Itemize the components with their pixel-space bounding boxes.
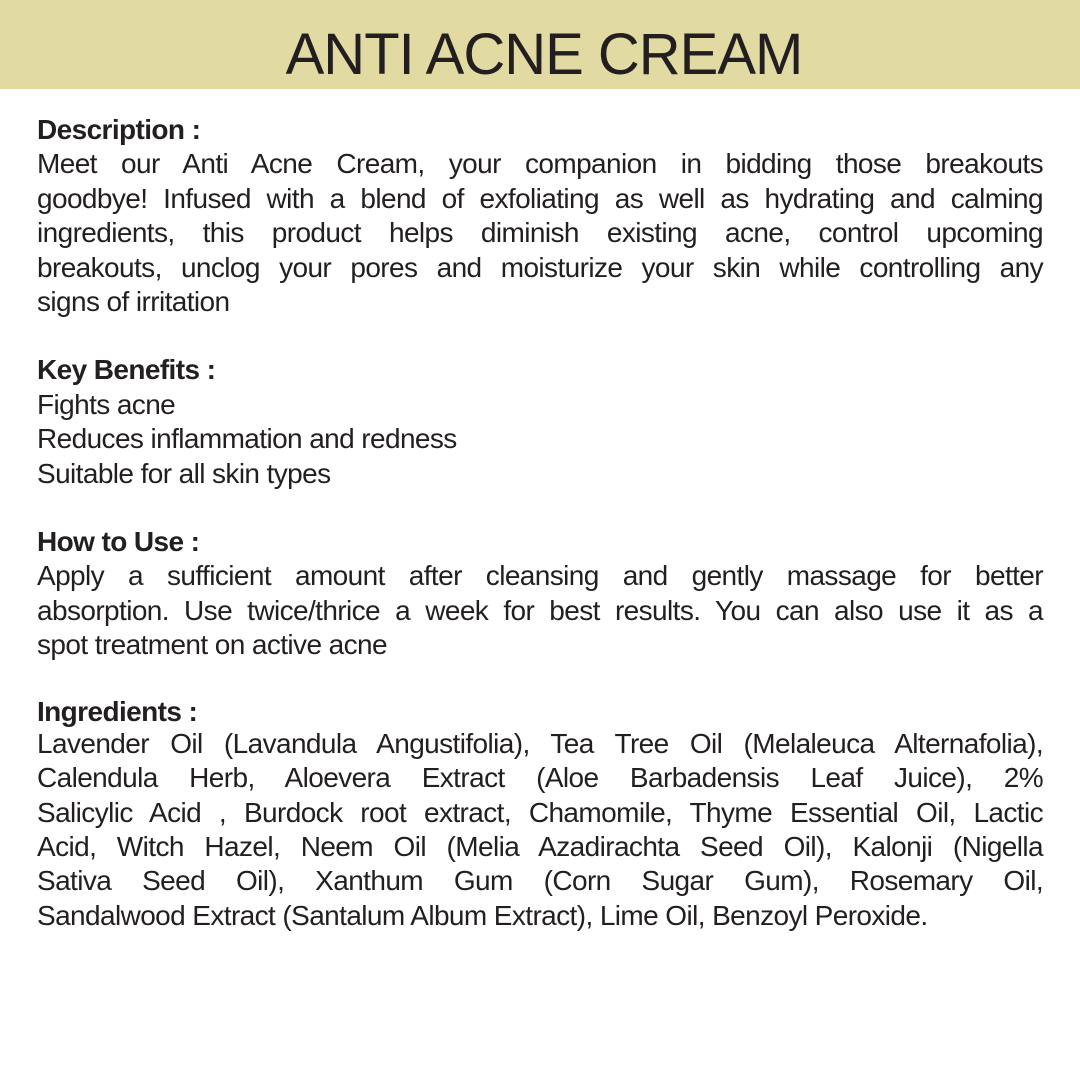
ingredients-section bbox=[37, 697, 1043, 933]
ingredients-line: Sativa Seed Oil), Xanthum Gum (Corn Sugar Gum), Rosemary Oil, bbox=[37, 865, 1043, 897]
description-section bbox=[37, 113, 1043, 319]
ingredients-line: Salicylic Acid , Burdock root extract, Chamomile, Thyme Essential Oil, Lactic bbox=[37, 796, 1043, 828]
how-to-use-text bbox=[37, 559, 1043, 662]
benefit-item: Suitable for all skin types bbox=[37, 457, 331, 489]
description-line: signs of irritation bbox=[37, 286, 230, 318]
ingredients-line: Lavender Oil (Lavandula Angustifolia), Tea Tree Oil (Melaleuca Alternafolia), bbox=[37, 727, 1043, 759]
description-text bbox=[37, 147, 1043, 319]
benefits-list bbox=[37, 388, 1043, 491]
ingredients-line: Calendula Herb, Aloevera Extract (Aloe Barbadensis Leaf Juice), 2% bbox=[37, 762, 1043, 794]
benefits-section bbox=[37, 353, 1043, 491]
benefit-item: Reduces inflammation and redness bbox=[37, 423, 457, 455]
how-to-use-section bbox=[37, 525, 1043, 663]
ingredients-line: Acid, Witch Hazel, Neem Oil (Melia Azadirachta Seed Oil), Kalonji (Nigella bbox=[37, 830, 1043, 862]
description-line: goodbye! Infused with a blend of exfoliating as well as hydrating and calming bbox=[37, 182, 1043, 214]
description-line: Meet our Anti Acne Cream, your companion in bidding those breakouts bbox=[37, 148, 1043, 180]
page-title: ANTI ACNE CREAM bbox=[285, 22, 803, 87]
ingredients-heading: Ingredients : bbox=[37, 695, 198, 727]
ingredients-line: Sandalwood Extract (Santalum Album Extract), Lime Oil, Benzoyl Peroxide. bbox=[37, 899, 928, 931]
how-to-use-line: absorption. Use twice/thrice a week for best results. You can also use it as a bbox=[37, 594, 1043, 626]
benefit-item: Fights acne bbox=[37, 388, 176, 420]
description-line: breakouts, unclog your pores and moisturize your skin while controlling any bbox=[37, 251, 1043, 283]
description-line: ingredients, this product helps diminish existing acne, control upcoming bbox=[37, 217, 1043, 249]
how-to-use-line: Apply a sufficient amount after cleansing and gently massage for better bbox=[37, 560, 1043, 592]
ingredients-text bbox=[37, 727, 1043, 933]
product-details bbox=[37, 113, 1043, 967]
benefits-heading: Key Benefits : bbox=[37, 354, 216, 386]
description-heading: Description : bbox=[37, 114, 201, 145]
how-to-use-line: spot treatment on active acne bbox=[37, 629, 387, 661]
how-to-use-heading: How to Use : bbox=[37, 526, 200, 558]
